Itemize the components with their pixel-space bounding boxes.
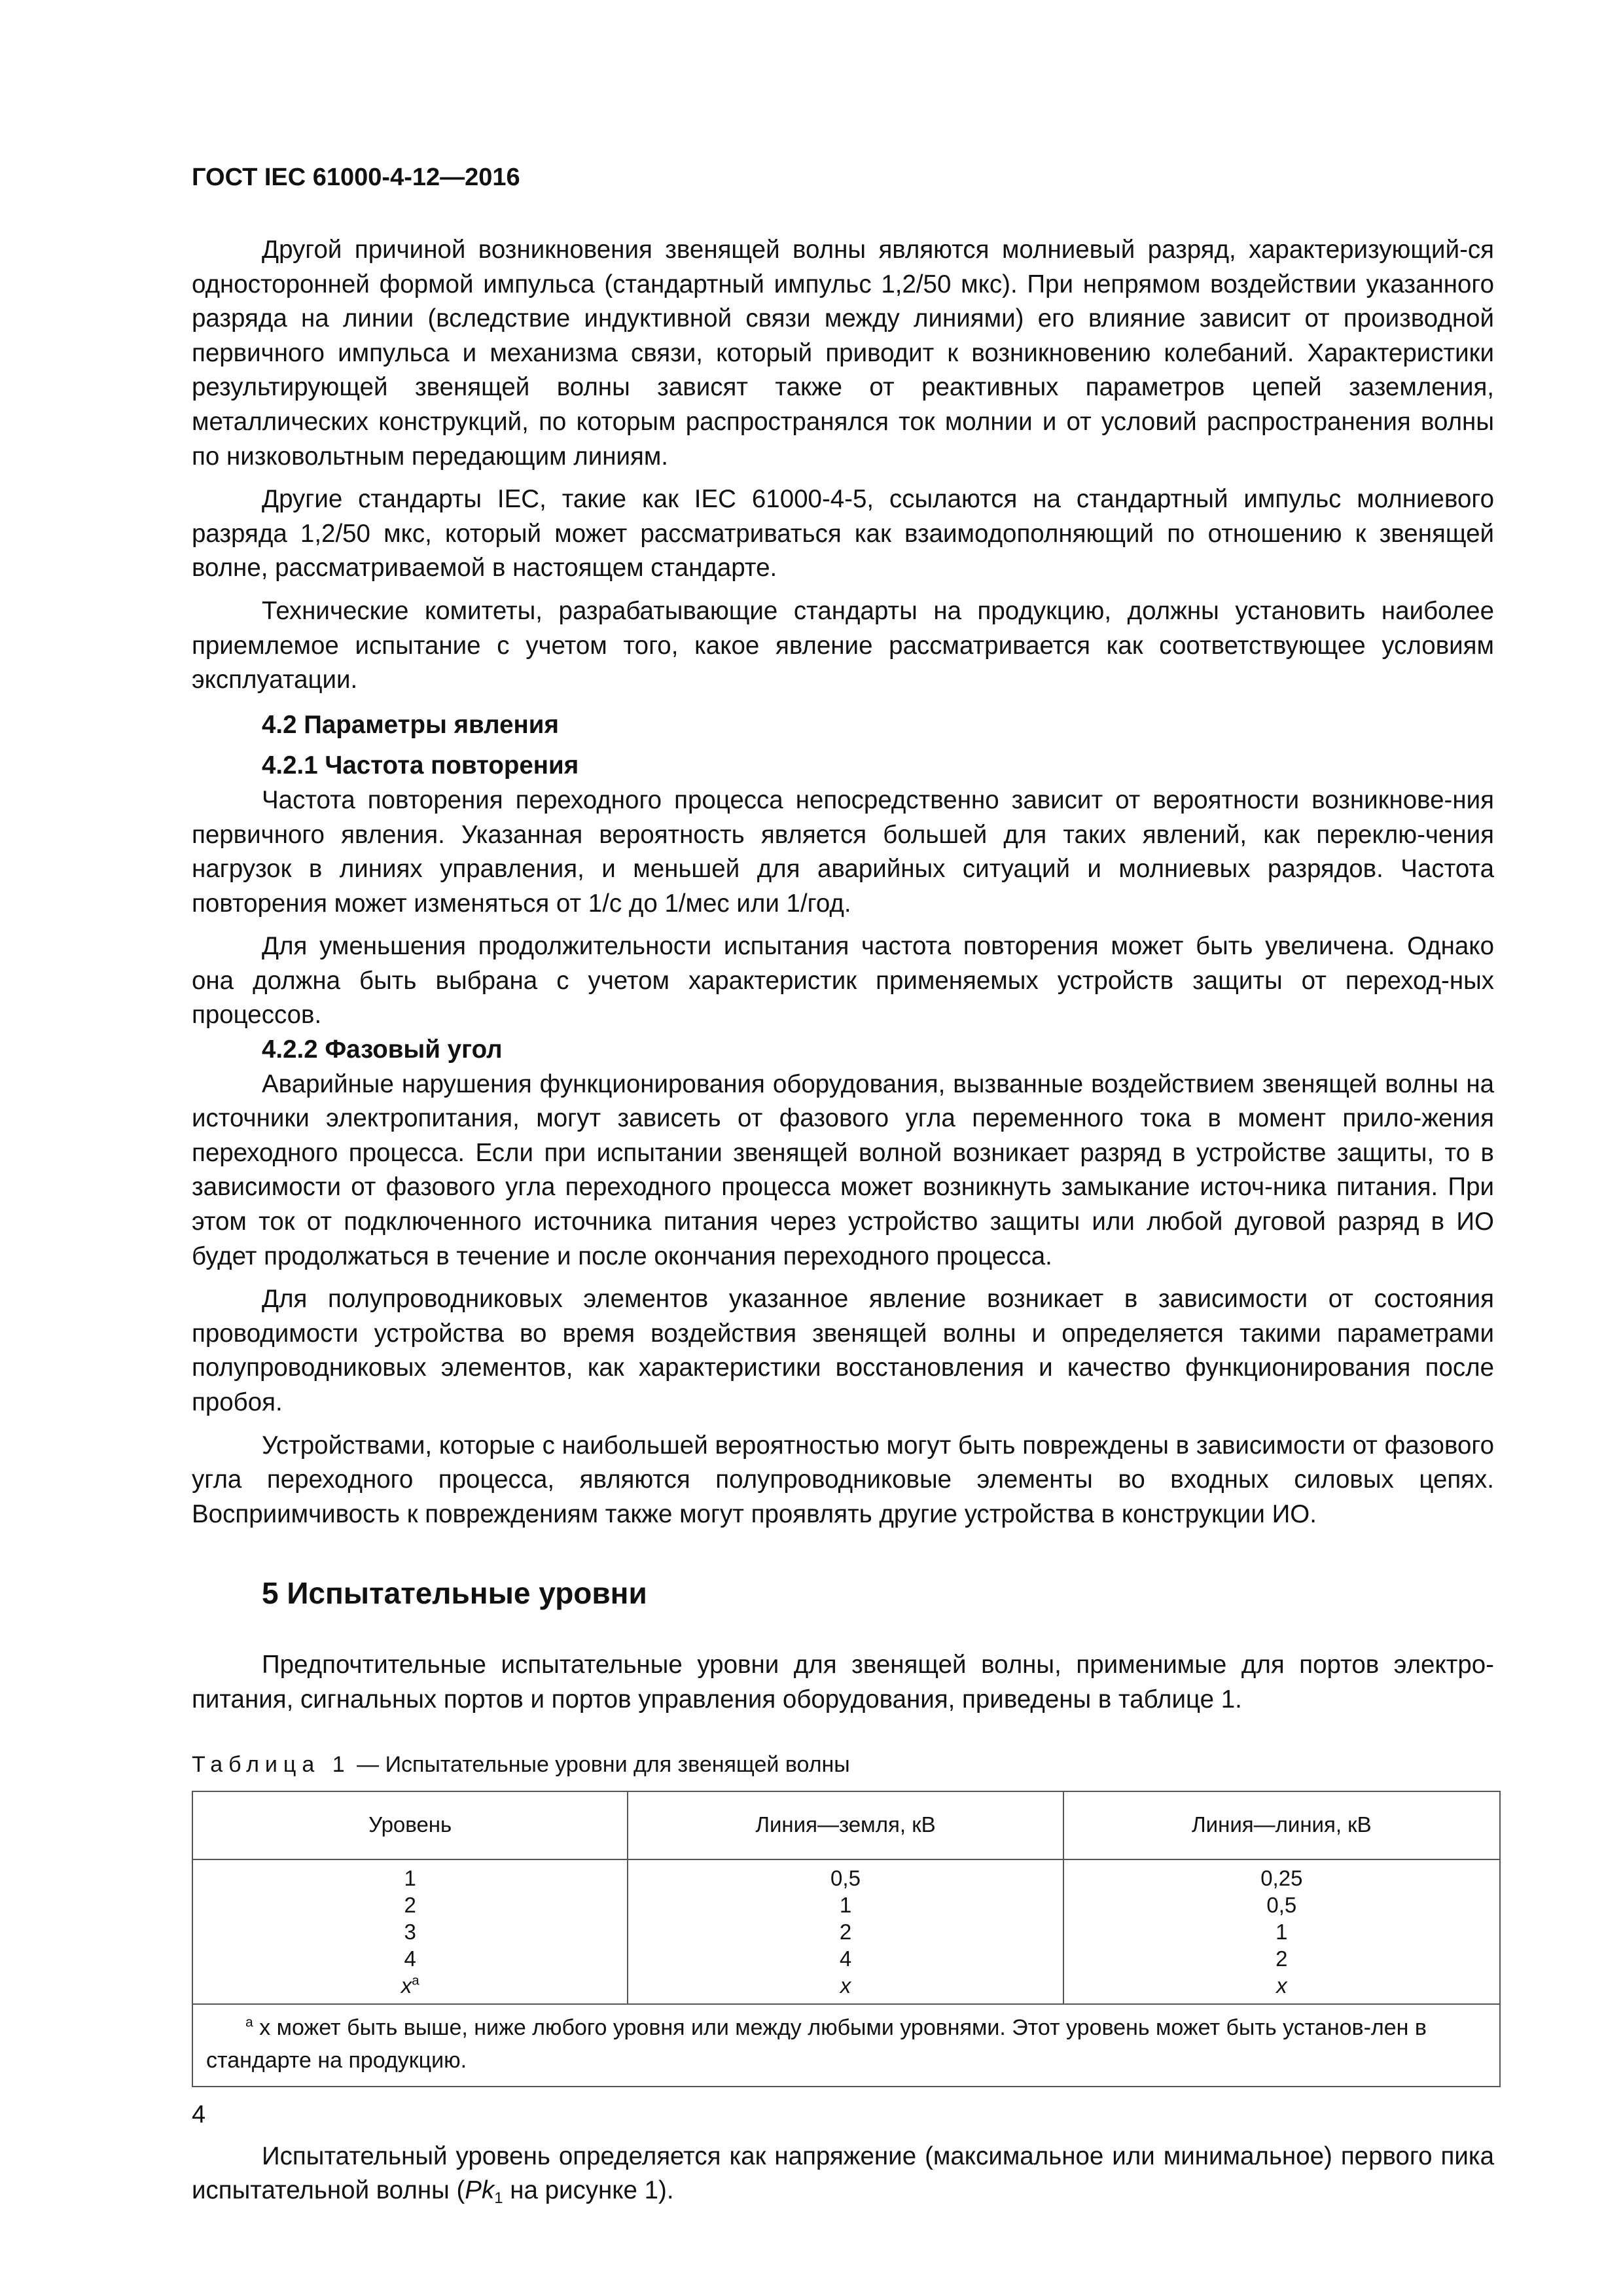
paragraph: Другой причиной возникновения звенящей волны являются молниевый разряд, характеризующий-ся односторонней формой импульса (стандартный импульс 1,2/50 мкс). При непрямом воздействии указанного разряда на линии (вследствие индуктивной связи между линиями) его влияние зависит от производной первичного импульса и механизма связи, который приводит к возникновению колебаний. Характеристики результирующей звенящей волны зависят также от реактивных параметров цепей заземления, металлических конструкций, по которым распространялся ток молнии и от условий распространения волны по низковольтным передающим линиям.: [192, 236, 1494, 471]
table-cell: 2: [404, 1892, 416, 1917]
column-header-line-line: Линия—линия, кВ: [1063, 1791, 1500, 1859]
table-cell: 0,5: [830, 1865, 861, 1890]
table-cell: [193, 1972, 627, 1999]
line-earth-column: [628, 1859, 1063, 2004]
table-footnote-row: [192, 2004, 1500, 2087]
paragraph: Для полупроводниковых элементов указанное явление возникает в зависимости от состояния проводимости устройства во время воздействия звенящей волны и определяется такими параметрами полупроводниковых элементов, как характеристики восстановления и качество функционирования после пробоя.: [192, 1285, 1494, 1416]
document-header: ГОСТ IEC 61000-4-12—2016: [192, 164, 520, 191]
table-cell: 2: [1275, 1946, 1288, 1971]
section-heading-5: 5 Испытательные уровни: [262, 1576, 647, 1611]
table-cell: [628, 1972, 1062, 1999]
paragraph: Другие стандарты IEC, такие как IEC 61000-4-5, ссылаются на стандартный импульс молниевого разряда 1,2/50 мкс, который может рассматриваться как взаимодополняющий по отношению к звенящей волне, рассматриваемой в настоящем стандарте.: [192, 485, 1494, 583]
paragraph: Технические комитеты, разрабатывающие стандарты на продукцию, должны установить наиболее приемлемое испытание с учетом того, какое явление рассматривается как соответствующее условиям эксплуатации.: [192, 596, 1494, 694]
pk-subscript: 1: [494, 2189, 503, 2208]
table-cell: 1: [839, 1892, 852, 1917]
table-caption-label: Таблица 1: [192, 1751, 351, 1777]
pk-symbol: Pk: [465, 2176, 495, 2205]
table-cell: 0,5: [1266, 1892, 1297, 1917]
table-cell: 1: [1275, 1919, 1288, 1944]
column-header-level: Уровень: [192, 1791, 628, 1859]
table-footnote: [192, 2004, 1500, 2087]
table-cell: 3: [404, 1919, 416, 1944]
line-line-x: x: [1276, 1973, 1287, 1998]
footnote-ref: [206, 2015, 253, 2040]
level-column: [192, 1859, 628, 2004]
page-body: [192, 233, 1494, 2208]
level-x: x: [401, 1973, 412, 1998]
table-cell: [1064, 1972, 1499, 1999]
section-heading-4-2: 4.2 Параметры явления: [262, 710, 559, 739]
final-text-before: Испытательный уровень определяется как напряжение (максимальное или минимальное) первого пика испытательной волны (: [192, 2142, 1494, 2205]
page-number: 4: [192, 2101, 206, 2128]
footnote-marker: a: [412, 1973, 419, 1988]
footnote-text: x может быть выше, ниже любого уровня или между любыми уровнями. Этот уровень может быть установ-лен в стандарте на продукцию.: [206, 2015, 1427, 2073]
column-header-line-earth: Линия—земля, кВ: [628, 1791, 1063, 1859]
test-levels-table: [192, 1791, 1501, 2087]
footnote-ref-mark: a: [245, 2014, 253, 2030]
line-earth-x: x: [840, 1973, 851, 1998]
section-heading-4-2-2: 4.2.2 Фазовый угол: [262, 1035, 503, 1064]
paragraph: Устройствами, которые с наибольшей вероятностью могут быть повреждены в зависимости от фазового угла переходного процесса, являются полупроводниковые элементы во входных силовых цепях. Восприимчивость к повреждениям также могут проявлять другие устройства в конструкции ИО.: [192, 1431, 1494, 1528]
paragraph: Аварийные нарушения функционирования оборудования, вызванные воздействием звенящей волны на источники электропитания, могут зависеть от фазового угла переменного тока в момент прило-жения переходного процесса. Если при испытании звенящей волной возникает разряд в устройстве защиты, то в зависимости от фазового угла переходного процесса может возникнуть замыкание источ-ника питания. При этом ток от подключенного источника питания через устройство защиты или любой дуговой разряд в ИО будет продолжаться в течение и после окончания переходного процесса.: [192, 1069, 1494, 1270]
table-cell: 1: [404, 1865, 416, 1890]
final-text-after: на рисунке 1).: [503, 2176, 674, 2205]
table-header-row: [192, 1791, 1500, 1859]
paragraph-final: [192, 2140, 1494, 2208]
table-cell: 4: [839, 1946, 852, 1971]
table-caption: [192, 1750, 1494, 1779]
table-cell: 4: [404, 1946, 416, 1971]
line-line-column: [1063, 1859, 1500, 2004]
table-row: [192, 1859, 1500, 2004]
table-cell: 2: [839, 1919, 852, 1944]
section-heading-4-2-1: 4.2.1 Частота повторения: [262, 751, 579, 780]
paragraph: Предпочтительные испытательные уровни для звенящей волны, применимые для портов электро-питания, сигнальных портов и портов управления оборудования, приведены в таблице 1.: [192, 1651, 1494, 1713]
table-cell: 0,25: [1260, 1865, 1303, 1890]
table-caption-text: — Испытательные уровни для звенящей волны: [350, 1751, 850, 1777]
paragraph: Частота повторения переходного процесса непосредственно зависит от вероятности возникнове-ния первичного явления. Указанная вероятность является большей для таких явлений, как переклю-чения нагрузок в линиях управления, и меньшей для аварийных ситуаций и молниевых разрядов. Частота повторения может изменяться от 1/с до 1/мес или 1/год.: [192, 785, 1494, 918]
paragraph: Для уменьшения продолжительности испытания частота повторения может быть увеличена. Однако она должна быть выбрана с учетом характеристик применяемых устройств защиты от переход-ных процессов.: [192, 932, 1494, 1030]
